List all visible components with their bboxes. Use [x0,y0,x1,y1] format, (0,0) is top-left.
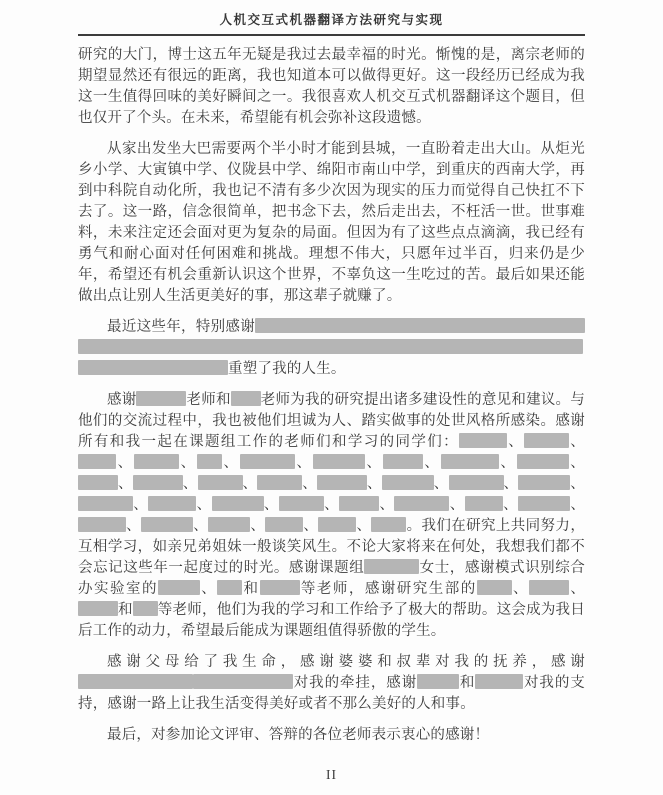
redaction-box [193,674,293,689]
redaction-box [383,454,423,469]
list-separator: 、 [126,518,142,534]
list-separator: 、 [250,518,266,534]
redaction-box [518,496,570,511]
list-separator: 、 [569,434,586,450]
list-separator: 、 [364,455,383,471]
list-separator: 、 [379,497,395,513]
running-title: 人机交互式机器翻译方法研究与实现 [219,13,444,27]
list-separator: 、 [570,476,585,492]
paragraph [78,139,585,307]
redaction-box [475,674,523,689]
redaction-box [78,674,193,689]
text-run: 重塑了我的人生。 [228,361,346,377]
list-separator: 、 [303,518,319,534]
redaction-box [212,496,264,511]
list-separator: 、 [367,476,382,492]
redaction-box [78,339,583,354]
text-run: 和 [118,602,133,618]
list-separator: 、 [116,455,134,471]
text-run: 感谢父母给了我生命，感谢婆婆和叔辈对我的抚养，感谢 [107,654,585,670]
redaction-box [465,496,503,511]
list-separator: 、 [302,476,317,492]
redaction-box [134,454,179,469]
list-separator: 、 [178,455,197,471]
text-run: 老师为我的研究提出诸多建设性的意见和建议。与他们的交流过程中，我也被他们坦诚为人、踏实做事的处世风格所感染。感谢所有和我一起在课题组工作的老师们和学习的同学们： [78,392,585,450]
redaction-box [141,517,193,532]
redaction-box [318,517,356,532]
redaction-box [133,475,183,490]
text-run: 、 [511,581,530,597]
paragraph [78,725,585,746]
text-run: 等老师，他们为我的学习和工作给予了极大的帮助。这会成为我日后工作的动力，希望最后能成为课题组值得骄傲的学生。 [78,602,585,639]
page-number: II [326,767,337,782]
redaction-box [198,475,243,490]
text-run: 最后，对参加论文评审、答辩的各位老师表示衷心的感谢！ [107,727,490,743]
redaction-box [260,580,300,595]
redaction-box [208,517,250,532]
list-separator: 、 [498,455,517,471]
redaction-box [78,454,116,469]
text-run: 最近这些年，特别感谢 [107,319,255,335]
redaction-box [265,517,303,532]
redaction-box [148,496,196,511]
acknowledgements-body [78,45,585,746]
list-separator: 、 [294,455,313,471]
redaction-box [217,580,242,595]
redaction-box [279,496,324,511]
redaction-box [78,475,118,490]
paragraph [78,390,585,642]
text-run: 研究的大门，博士这五年无疑是我过去最幸福的时光。惭愧的是，离宗老师的期望显然还有很远的距离，我也知道本可以做得更好。这一段经历已经成为我这一生值得回味的美好瞬间之一。我很喜欢人机交互式机器翻译这个题目，但也仅开了个头。在未来，希望能有机会弥补这段遗憾。 [78,47,585,126]
redaction-box [136,391,186,406]
list-separator: 、 [221,455,240,471]
text-run: 从家出发坐大巴需要两个半小时才能到县城，一直盼着走出大山。从炬光乡小学、大寅镇中学、仪陇县中学、绵阳市南山中学，到重庆的西南大学，再到中科院自动化所，我也记不清有多少次因为现实的压力而觉得自己快扛不下去了。这一路，信念很简单，把书念下去，然后走出去，不枉活一世。世事难料，未来注定还会面对更为复杂的局面。但因为有了这些点点滴滴，我已经有勇气和耐心面对任何困难和挑战。理想不伟大，只愿年过半百，归来仍是少年，希望还有机会重新认识这个世界，不辜负这一生吃过的苦。最后如果还能做出点让别人生活更美好的事，那这辈子就赚了。 [78,141,585,304]
text-run: 。我们在研究上共同努力，互相学习，如亲兄弟姐妹一般谈笑风生。不论大家将来在何处，我想我们都不会忘记这些年一起度过的时光。感谢课题组 [78,518,586,576]
redaction-box [317,475,367,490]
text-run: 和 [459,675,476,691]
text-run: 、 [569,581,586,597]
redaction-box [78,360,228,375]
text-run: 对我的支持，感谢一路上让我生活变得美好或者不那么美好的人和事。 [78,675,585,712]
redaction-box [382,475,434,490]
redaction-box [524,433,569,448]
list-separator: 、 [356,518,372,534]
redaction-box [459,433,507,448]
redaction-box [518,475,570,490]
list-separator: 、 [502,497,519,513]
text-run: 女士，感谢模式识别综合办实验室的 [78,560,585,597]
list-separator: 、 [433,476,449,492]
paragraph [78,317,585,380]
list-separator: 、 [449,497,465,513]
list-separator: 、 [568,455,585,471]
list-separator: 、 [323,497,340,513]
list-separator: 、 [422,455,441,471]
list-separator: 、 [196,497,212,513]
redaction-box [371,517,406,532]
redaction-box [78,496,133,511]
text-run: 对我的牵挂，感谢 [293,675,418,691]
redaction-box [364,559,419,574]
list-separator: 、 [193,518,209,534]
text-run: 感谢 [107,392,137,408]
redaction-box [255,318,585,333]
list-separator: 、 [503,476,519,492]
text-run: 等老师，感谢研究生部的 [299,581,477,597]
header-rule [78,34,585,36]
redaction-box [529,580,569,595]
text-run: 老师和 [186,392,231,408]
list-separator: 、 [242,476,258,492]
redaction-box [449,475,504,490]
text-run: 、 [199,581,218,597]
redaction-box [477,580,512,595]
redaction-box [517,454,569,469]
redaction-box [313,454,365,469]
redaction-box [257,475,302,490]
redaction-box [441,454,499,469]
redaction-box [417,674,459,689]
redaction-box [78,601,118,616]
redaction-box [78,517,126,532]
redaction-box [339,496,379,511]
list-separator: 、 [263,497,279,513]
list-separator: 、 [133,497,149,513]
text-run: 和 [242,581,260,597]
redaction-box [133,601,158,616]
redaction-box [231,391,261,406]
list-separator: 、 [507,434,525,450]
list-separator: 、 [570,497,586,513]
paragraph [78,45,585,129]
list-separator: 、 [182,476,198,492]
redaction-box [158,580,200,595]
redaction-box [240,454,295,469]
redaction-box [394,496,449,511]
list-separator: 、 [118,476,133,492]
paragraph [78,652,585,715]
redaction-box [197,454,222,469]
